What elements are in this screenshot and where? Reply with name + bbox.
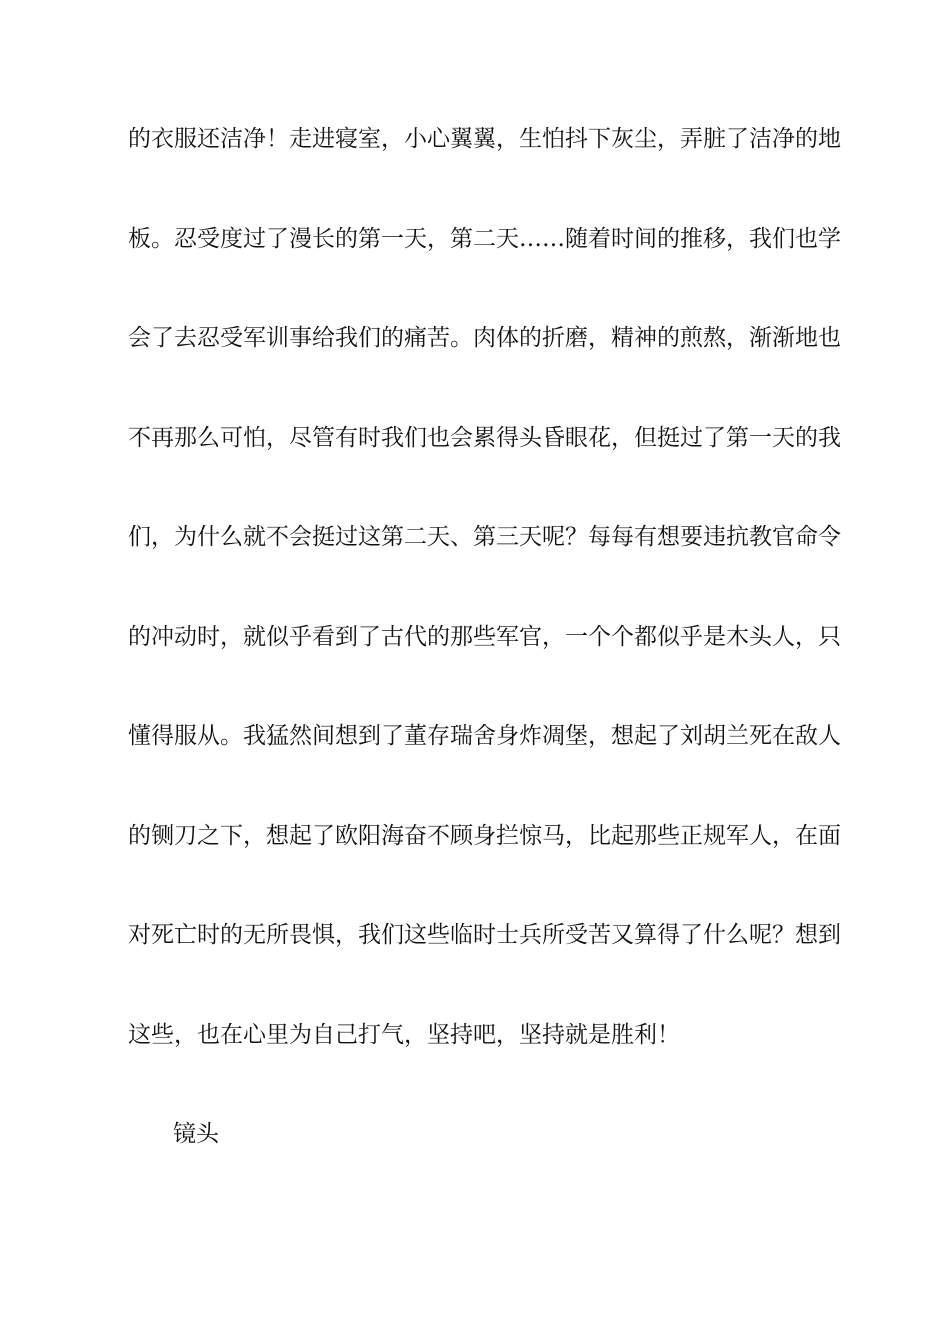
paragraph-line-8: 的铡刀之下，想起了欧阳海奋不顾身拦惊马，比起那些正规军人，在面 bbox=[128, 823, 841, 849]
paragraph-line-6: 的冲动时，就似乎看到了古代的那些军官，一个个都似乎是木头人，只 bbox=[128, 624, 841, 650]
paragraph-line-4: 不再那么可怕，尽管有时我们也会累得头昏眼花，但挺过了第一天的我 bbox=[128, 425, 841, 451]
paragraph-line-10: 这些，也在心里为自己打气，坚持吧，坚持就是胜利！ bbox=[128, 1022, 680, 1048]
section-heading: 镜头 bbox=[173, 1121, 219, 1147]
paragraph-line-5: 们，为什么就不会挺过这第二天、第三天呢？每每有想要违抗教官命令 bbox=[128, 524, 841, 550]
paragraph-line-1: 的衣服还洁净！走进寝室，小心翼翼，生怕抖下灰尘，弄脏了洁净的地 bbox=[128, 126, 841, 152]
paragraph-line-9: 对死亡时的无所畏惧，我们这些临时士兵所受苦又算得了什么呢？想到 bbox=[128, 922, 841, 948]
paragraph-line-3: 会了去忍受军训事给我们的痛苦。肉体的折磨，精神的煎熬，渐渐地也 bbox=[128, 325, 841, 351]
paragraph-line-7: 懂得服从。我猛然间想到了董存瑞舍身炸凋堡，想起了刘胡兰死在敌人 bbox=[128, 723, 841, 749]
paragraph-line-2: 板。忍受度过了漫长的第一天，第二天……随着时间的推移，我们也学 bbox=[128, 226, 841, 252]
